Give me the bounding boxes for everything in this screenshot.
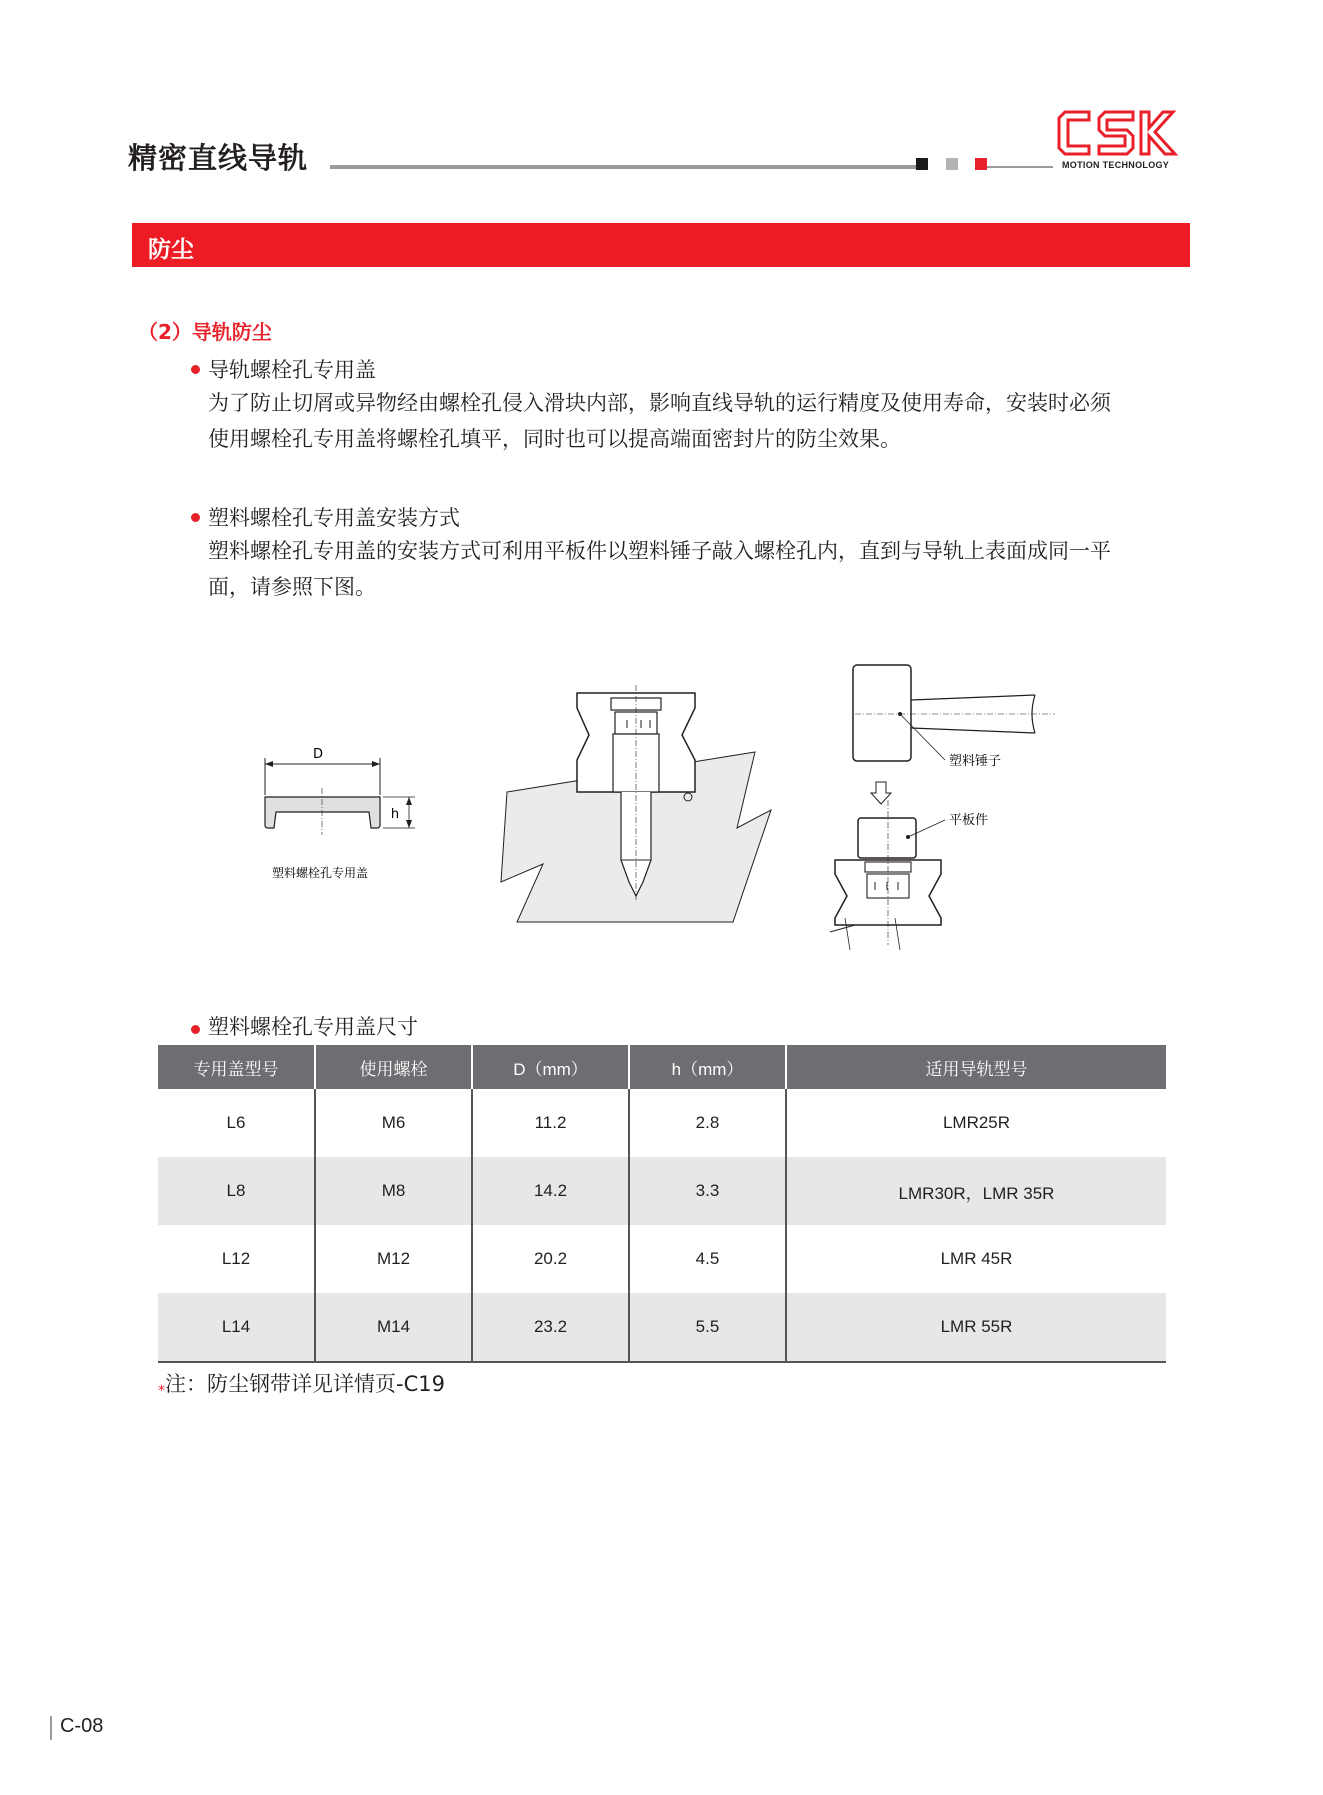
- gray-square-marker: [946, 158, 958, 170]
- cap-caption: 塑料螺栓孔专用盖: [271, 866, 369, 880]
- red-square-marker: [975, 158, 987, 170]
- table-cell: 20.2: [472, 1225, 629, 1293]
- hammer-plate-figure: [830, 665, 1055, 950]
- title-rule: [330, 165, 916, 169]
- table-cell: LMR 55R: [786, 1293, 1166, 1362]
- cap-dimension-table: [158, 1045, 1166, 1363]
- table-row: [158, 1225, 1166, 1293]
- hammer-label: 塑料锤子: [949, 754, 1002, 769]
- table-cell: 11.2: [472, 1089, 629, 1157]
- table-cell: L8: [158, 1157, 315, 1225]
- installation-diagram: [255, 660, 1075, 980]
- table-cell: M6: [315, 1089, 472, 1157]
- column-header: h（mm）: [629, 1045, 786, 1089]
- column-header: 适用导轨型号: [786, 1045, 1166, 1089]
- bullet-title-install-method: 塑料螺栓孔专用盖安装方式: [208, 506, 460, 530]
- table-cell: L14: [158, 1293, 315, 1362]
- table-cell: 3.3: [629, 1157, 786, 1225]
- dim-d-label: D: [312, 747, 324, 762]
- table-cell: 4.5: [629, 1225, 786, 1293]
- table-cell: 5.5: [629, 1293, 786, 1362]
- table-cell: LMR25R: [786, 1089, 1166, 1157]
- bullet-dot: [191, 513, 200, 522]
- footnote-star: *: [158, 1383, 165, 1399]
- column-header: D（mm）: [472, 1045, 629, 1089]
- table-cell: L6: [226, 1113, 246, 1132]
- plate-label: 平板件: [949, 813, 989, 828]
- table-row: [158, 1293, 1166, 1362]
- table-cell: LMR 45R: [786, 1225, 1166, 1293]
- footnote: [158, 1368, 445, 1398]
- document-title: 精密直线导轨: [128, 141, 309, 175]
- page-number: C-08: [60, 1715, 104, 1737]
- bullet-dot: [191, 365, 200, 374]
- logo-tagline: MOTION TECHNOLOGY: [1062, 160, 1170, 170]
- table-row: [158, 1089, 1166, 1157]
- paragraph-line: 使用螺栓孔专用盖将螺栓孔填平，同时也可以提高端面密封片的防尘效果。: [208, 427, 901, 451]
- black-square-marker: [916, 158, 928, 170]
- paragraph-line: 为了防止切屑或异物经由螺栓孔侵入滑块内部，影响直线导轨的运行精度及使用寿命，安装时必须: [208, 391, 1111, 415]
- bullet-title-bolt-cap: 导轨螺栓孔专用盖: [208, 358, 376, 382]
- table-cell: M14: [315, 1293, 472, 1362]
- bullet-dot: [191, 1025, 200, 1034]
- paragraph-line: 塑料螺栓孔专用盖的安装方式可利用平板件以塑料锤子敲入螺栓孔内，直到与导轨上表面成同一平: [208, 539, 1111, 563]
- column-header: 专用盖型号: [158, 1045, 315, 1089]
- table-cell: LMR30R，LMR 35R: [786, 1157, 1166, 1225]
- table-cell: L12: [221, 1249, 251, 1268]
- subsection-title: （2）导轨防尘: [138, 320, 272, 344]
- cap-dimension-figure: [265, 747, 415, 880]
- table-cell: 2.8: [629, 1089, 786, 1157]
- table-cell: M8: [315, 1157, 472, 1225]
- bullet-title-cap-dimensions: 塑料螺栓孔专用盖尺寸: [208, 1015, 418, 1039]
- marker-rule: [987, 166, 1053, 168]
- table-cell: M12: [315, 1225, 472, 1293]
- dim-h-label: h: [390, 807, 400, 822]
- section-title: 防尘: [148, 237, 194, 263]
- bullet-paragraph-install-method: [208, 533, 1168, 605]
- paragraph-line: 面，请参照下图。: [208, 575, 376, 599]
- section-banner: [132, 223, 1190, 267]
- table-row: [158, 1157, 1166, 1225]
- table-cell: 14.2: [472, 1157, 629, 1225]
- rail-bolt-figure: [501, 685, 771, 922]
- table-cell: 23.2: [472, 1293, 629, 1362]
- footnote-text: 注：防尘钢带详见详情页-C19: [165, 1372, 445, 1396]
- column-header: 使用螺栓: [315, 1045, 472, 1089]
- page-number-bar: [50, 1716, 52, 1740]
- bullet-paragraph-bolt-cap: [208, 385, 1168, 457]
- table-header-row: [158, 1045, 1166, 1089]
